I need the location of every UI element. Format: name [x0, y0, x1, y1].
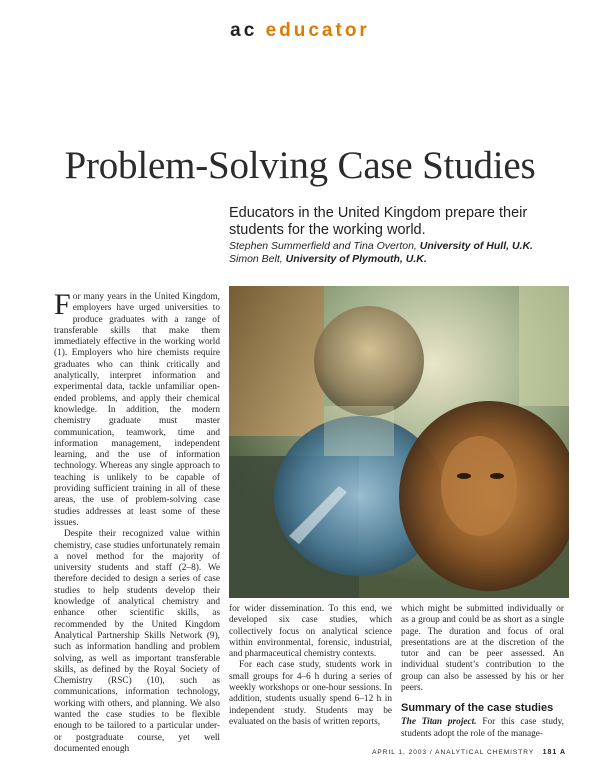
paragraph-3: for wider dissemination. To this end, we developed six case studies, which collectively focus on analytical science within environmental, forensic, industrial, and pharmaceutical chemistry contexts. — [229, 604, 392, 660]
drop-cap: F — [54, 292, 71, 321]
paragraph-1 — [54, 292, 220, 529]
paragraph-5: which might be submitted individually or as a group and could be as short as a single page. The duration and focus of oral presentations are at the discretion of the tutor and can be peer assessed. An individual student’s contribution to the group can also be assessed by his or her peers. — [401, 604, 564, 694]
paragraph-4: For each case study, students work in small groups for 4–6 h during a series of weekly workshops or one-hour sessions. In addition, students usually spend 6–12 h in independent study. Students may be evaluated on the basis of written reports, — [229, 660, 392, 727]
paragraph-6-text: For this case study, students adopt the role of the manage- — [401, 717, 564, 739]
section-header-ac: ac — [230, 20, 258, 41]
byline — [229, 240, 569, 266]
byline-affiliation-1: University of Hull, U.K. — [419, 240, 533, 252]
byline-affiliation-2: University of Plymouth, U.K. — [285, 253, 427, 265]
section-header — [0, 20, 600, 42]
article-photo-collage — [229, 286, 569, 598]
body-column-2 — [229, 604, 392, 754]
section-header-educator: educator — [257, 20, 370, 41]
page-number: 181 A — [542, 749, 566, 756]
byline-authors-1: Stephen Summerfield and Tina Overton, — [229, 240, 420, 252]
paragraph-6 — [401, 717, 564, 740]
footer-journal: APRIL 1, 2003 / ANALYTICAL CHEMISTRY — [372, 749, 535, 756]
photo-collage-image — [229, 286, 569, 598]
paragraph-2: Despite their recognized value within chemistry, case studies unfortunately remain a novel method for the majority of university students and staff (2–8). We therefore decided to design a series of case studies to help students develop their knowledge of analytical chemistry and enhance other scientific skills, as recommended by the United Kingdom Analytical Partnership Skills Network (9), such as information handling and problem solving, as well as important transferable skills, as defined by the Royal Society of Chemistry (RSC) (10), such as communications, information technology, working with others, and planning. We also wanted the case studies to be flexible enough to be tailored to a particular under- or postgraduate course, yet well documented enough — [54, 529, 220, 754]
section-heading-summary: Summary of the case studies — [401, 702, 554, 715]
byline-line-1 — [229, 240, 569, 253]
page-footer — [360, 749, 566, 756]
article-deck: Educators in the United Kingdom prepare their students for the working world. — [229, 205, 528, 238]
byline-authors-2: Simon Belt, — [229, 253, 286, 265]
article-title: Problem-Solving Case Studies — [64, 144, 536, 187]
run-in-heading: The Titan project. — [401, 717, 477, 728]
paragraph-1-text: or many years in the United Kingdom, employers have urged universities to produce graduates with a range of transferable skills that make them immediately effective in the working world (1). Employers who hire chemists require graduates who can think critically and analytically, interpret information and experimental data, tackle unfamiliar open-ended problems, and apply their chemical knowledge. In addition, the modern chemistry graduate must master communication, teamwork, time and information management, independent learning, and the use of information technology. Whereas any single approach to teaching is unlikely to be capable of providing sufficient training in all of these areas, the use of problem-solving case studies addresses at least some of these issues. — [54, 292, 220, 528]
byline-line-2 — [229, 253, 569, 266]
body-column-3 — [401, 604, 564, 754]
body-column-1 — [54, 292, 220, 754]
